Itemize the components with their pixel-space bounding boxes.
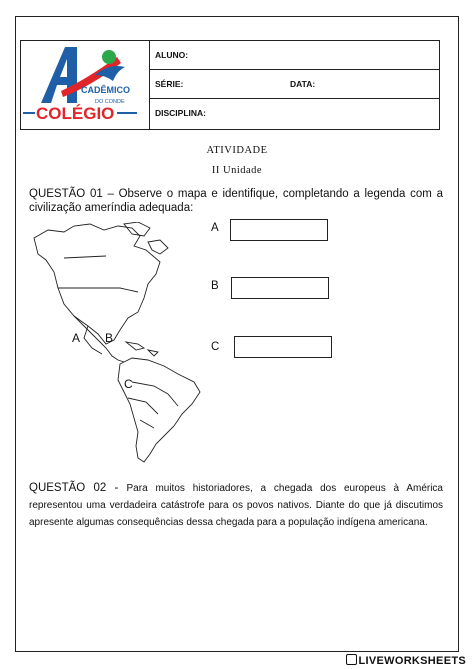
logo-academico: CADÊMICO <box>81 85 130 95</box>
legend-answer-box-a[interactable] <box>230 219 328 241</box>
legend-letter-b: B <box>211 280 219 292</box>
unit-title: II Unidade <box>211 165 263 176</box>
disciplina-row[interactable] <box>150 99 440 129</box>
map-marker-a: A <box>72 331 81 345</box>
question-1-text: QUESTÃO 01 – Observe o mapa e identifique, completando a legenda com a civilização ameríndia adequada: <box>29 188 443 214</box>
map-marker-b: B <box>105 331 114 345</box>
header-table <box>20 40 440 130</box>
legend-letter-c: C <box>211 341 220 353</box>
logo-do-conde: DO CONDE <box>95 99 125 105</box>
serie-label: SÉRIE: <box>155 79 184 89</box>
question-2-lead: QUESTÃO 02 - <box>29 482 127 494</box>
americas-map <box>28 222 208 467</box>
question-2-text: Para muitos historiadores, a chegada dos europeus à América representou uma verdadeira catástrofe para os povos nativos. Diante do que já discutimos apresente algumas consequências dessa chegada para a população indígena americana. <box>29 483 443 528</box>
legend-letter-a: A <box>211 222 219 234</box>
legend-answer-box-c[interactable] <box>234 336 332 358</box>
aluno-label: ALUNO: <box>155 50 189 60</box>
activity-title: ATIVIDADE <box>206 145 268 156</box>
map-marker-c: C <box>124 377 133 391</box>
logo-colegio: COLÉGIO <box>36 104 115 123</box>
school-logo <box>21 41 150 129</box>
liveworksheets-watermark <box>346 654 467 667</box>
data-label: DATA: <box>290 79 316 89</box>
legend-answer-box-b[interactable] <box>231 277 329 299</box>
liveworksheets-logo-icon <box>346 654 357 665</box>
question-2-block <box>29 480 443 531</box>
disciplina-label: DISCIPLINA: <box>155 108 206 118</box>
aluno-row[interactable] <box>150 41 440 70</box>
logo-graphic <box>21 41 149 129</box>
serie-data-row[interactable] <box>150 70 440 99</box>
watermark-text: LIVEWORKSHEETS <box>358 655 466 667</box>
